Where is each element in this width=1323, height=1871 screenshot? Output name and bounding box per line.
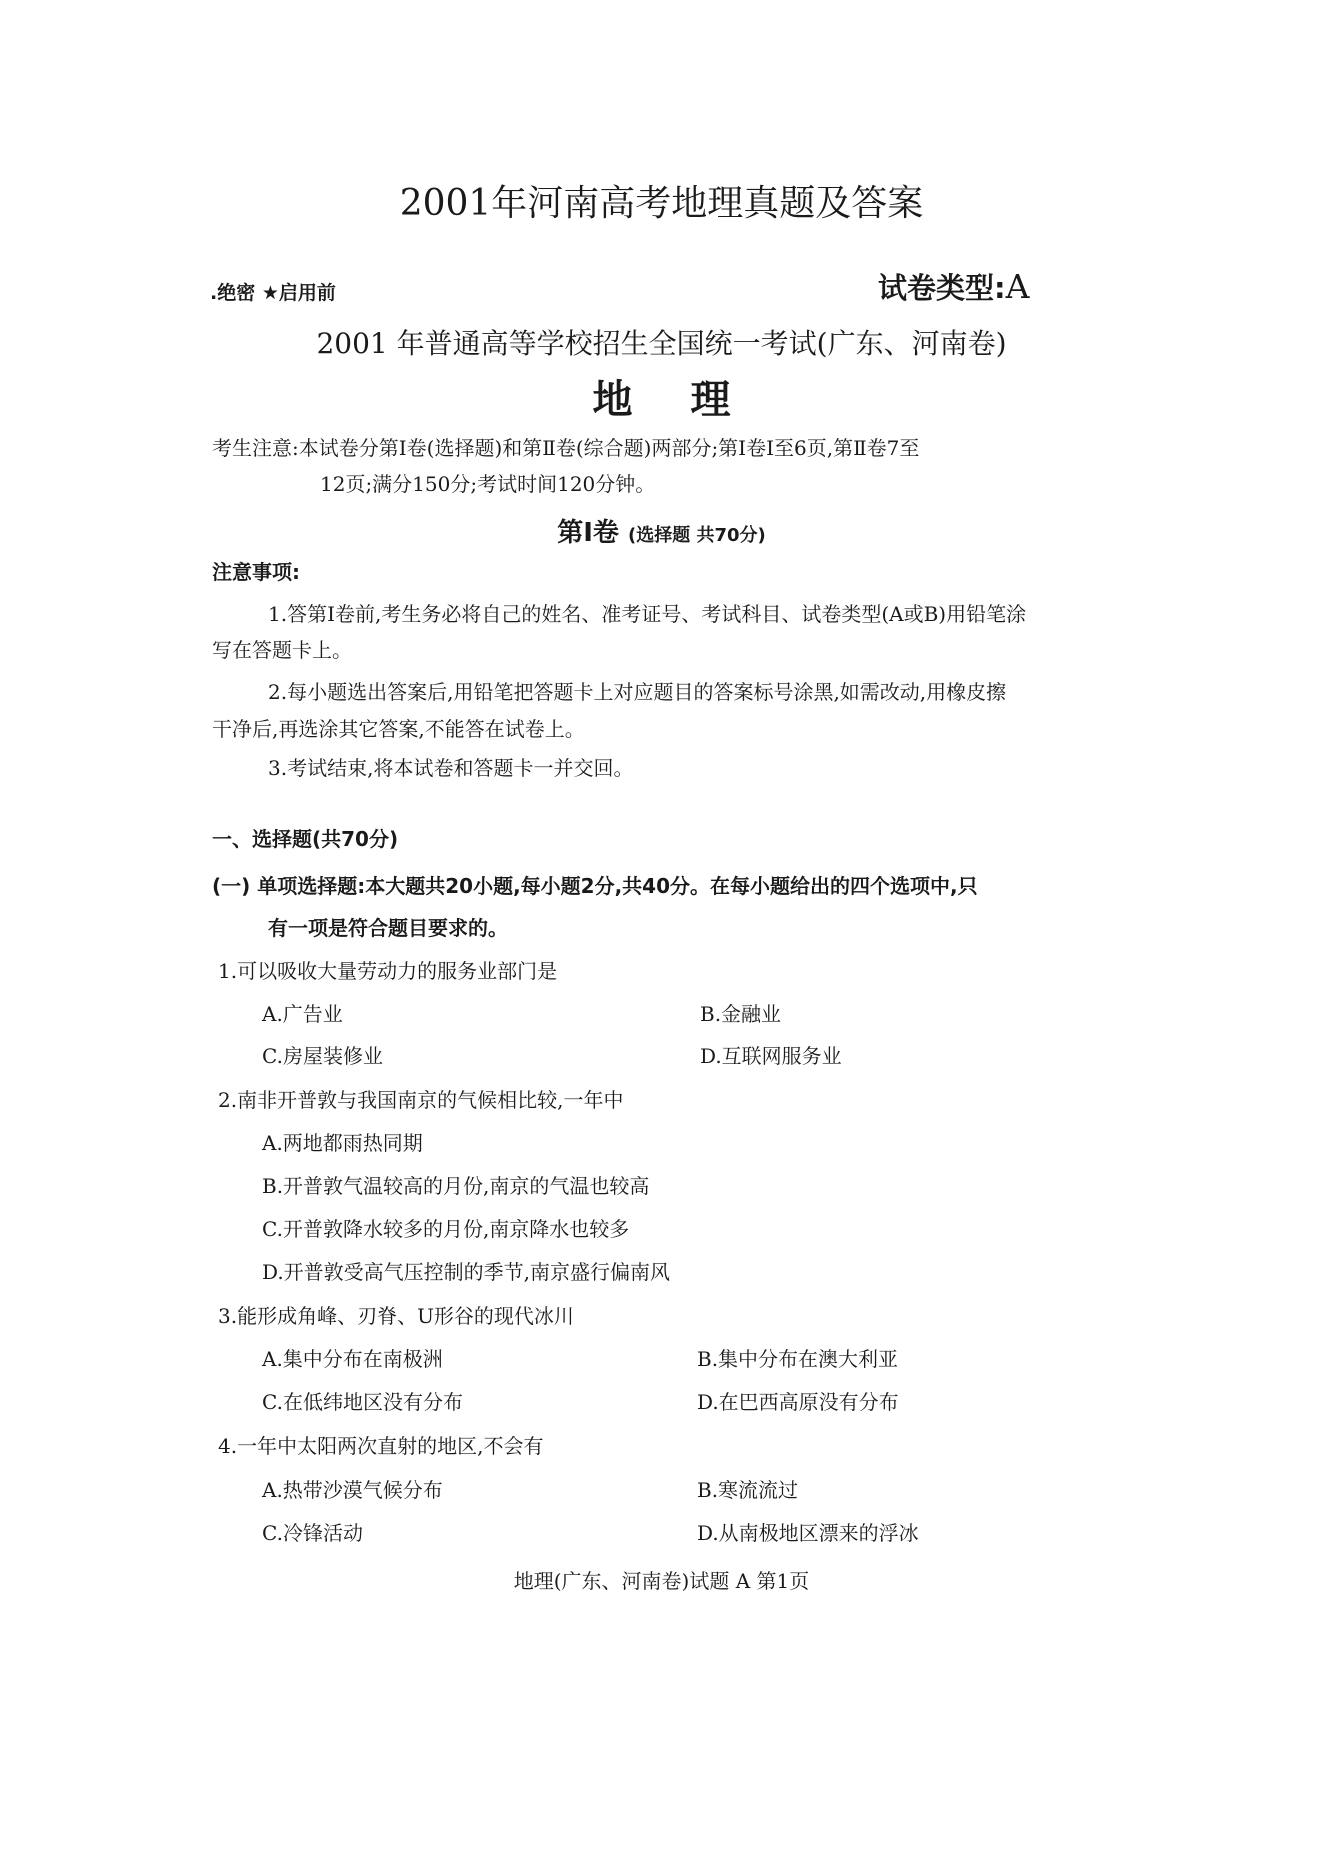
part-one-heading: 一、选择题(共70分) bbox=[212, 827, 399, 851]
section-title: 第Ⅰ卷 bbox=[557, 518, 619, 548]
paper-type bbox=[878, 266, 1029, 307]
notes-heading: 注意事项: bbox=[212, 560, 300, 584]
section-subtitle: (选择题 共70分) bbox=[627, 525, 766, 546]
question-3-stem: 3.能形成角峰、刃脊、U形谷的现代冰川 bbox=[218, 1304, 574, 1328]
subject-title: 地理 bbox=[592, 377, 789, 423]
question-2-option-c: C.开普敦降水较多的月份,南京降水也较多 bbox=[262, 1217, 630, 1241]
question-2-option-a: A.两地都雨热同期 bbox=[262, 1131, 423, 1155]
question-1-option-b: B.金融业 bbox=[700, 1002, 782, 1026]
question-4-option-c: C.冷锋活动 bbox=[262, 1521, 363, 1545]
paper-type-letter: A bbox=[1005, 267, 1030, 306]
notes-item2-line1: 2.每小题选出答案后,用铅笔把答题卡上对应题目的答案标号涂黑,如需改动,用橡皮擦 bbox=[268, 680, 1007, 704]
question-2-stem: 2.南非开普敦与我国南京的气候相比较,一年中 bbox=[218, 1088, 624, 1112]
part-one-instruction-line2: 有一项是符合题目要求的。 bbox=[268, 916, 508, 940]
secret-label: .绝密 ★启用前 bbox=[210, 282, 336, 304]
part-one-instruction-line1: (一) 单项选择题:本大题共20小题,每小题2分,共40分。在每小题给出的四个选项中,只 bbox=[212, 874, 978, 898]
question-3-option-d: D.在巴西高原没有分布 bbox=[697, 1390, 899, 1414]
question-1-option-c: C.房屋装修业 bbox=[262, 1044, 383, 1068]
notes-item2-line2: 干净后,再选涂其它答案,不能答在试卷上。 bbox=[212, 717, 585, 741]
question-1-stem: 1.可以吸收大量劳动力的服务业部门是 bbox=[218, 959, 558, 983]
question-4-option-b: B.寒流流过 bbox=[697, 1478, 799, 1502]
question-1-option-d: D.互联网服务业 bbox=[700, 1044, 842, 1068]
exam-title: 2001 年普通高等学校招生全国统一考试(广东、河南卷) bbox=[316, 327, 1007, 360]
section-heading bbox=[0, 512, 1323, 549]
page-footer: 地理(广东、河南卷)试题 A 第1页 bbox=[513, 1569, 810, 1593]
document-title: 2001年河南高考地理真题及答案 bbox=[399, 183, 924, 224]
question-1-option-a: A.广告业 bbox=[262, 1002, 343, 1026]
question-3-option-a: A.集中分布在南极洲 bbox=[262, 1347, 443, 1371]
notes-item1-line1: 1.答第Ⅰ卷前,考生务必将自己的姓名、准考证号、考试科目、试卷类型(A或B)用铅笔涂 bbox=[268, 602, 1027, 626]
question-3-option-c: C.在低纬地区没有分布 bbox=[262, 1390, 463, 1414]
question-4-option-a: A.热带沙漠气候分布 bbox=[262, 1478, 443, 1502]
question-2-option-b: B.开普敦气温较高的月份,南京的气温也较高 bbox=[262, 1174, 650, 1198]
question-4-stem: 4.一年中太阳两次直射的地区,不会有 bbox=[218, 1434, 544, 1458]
paper-type-label: 试卷类型: bbox=[878, 271, 1006, 305]
candidate-notice-line1: 考生注意:本试卷分第Ⅰ卷(选择题)和第Ⅱ卷(综合题)两部分;第Ⅰ卷Ⅰ至6页,第Ⅱ卷7至 bbox=[212, 436, 920, 460]
candidate-notice-line2: 12页;满分150分;考试时间120分钟。 bbox=[320, 472, 656, 496]
notes-item1-line2: 写在答题卡上。 bbox=[212, 638, 352, 662]
question-4-option-d: D.从南极地区漂来的浮冰 bbox=[697, 1521, 919, 1545]
question-2-option-d: D.开普敦受高气压控制的季节,南京盛行偏南风 bbox=[262, 1260, 671, 1284]
notes-item3: 3.考试结束,将本试卷和答题卡一并交回。 bbox=[268, 756, 634, 780]
question-3-option-b: B.集中分布在澳大利亚 bbox=[697, 1347, 899, 1371]
